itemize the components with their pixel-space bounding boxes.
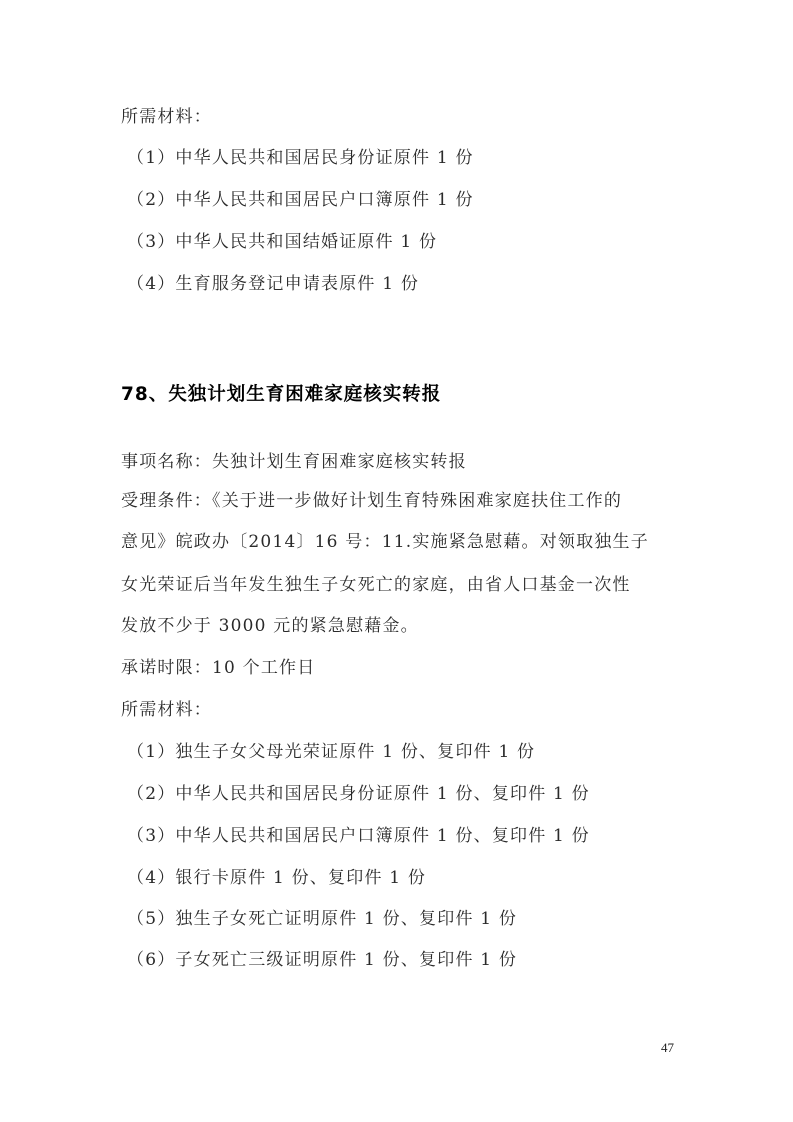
list-item: （2）中华人民共和国居民户口簿原件 1 份 <box>127 190 474 210</box>
list-item: （5）独生子女死亡证明原件 1 份、复印件 1 份 <box>127 909 518 929</box>
conditions-line: 受理条件：《关于进一步做好计划生育特殊困难家庭扶住工作的 <box>121 491 623 511</box>
page-number: 47 <box>661 1040 674 1055</box>
list-item: （4）银行卡原件 1 份、复印件 1 份 <box>127 868 427 888</box>
materials-label: 所需材料： <box>121 700 212 720</box>
list-item: （1）独生子女父母光荣证原件 1 份、复印件 1 份 <box>127 742 536 762</box>
list-item: （3）中华人民共和国结婚证原件 1 份 <box>127 232 438 252</box>
time-limit: 承诺时限：10 个工作日 <box>121 658 316 678</box>
list-item: （1）中华人民共和国居民身份证原件 1 份 <box>127 148 474 168</box>
conditions-line: 意见》皖政办〔2014〕16 号：11.实施紧急慰藉。对领取独生子 <box>121 532 649 552</box>
list-item: （2）中华人民共和国居民身份证原件 1 份、复印件 1 份 <box>127 784 590 804</box>
conditions-line: 女光荣证后当年发生独生子女死亡的家庭，由省人口基金一次性 <box>121 575 631 595</box>
section-heading: 78、失独计划生育困难家庭核实转报 <box>121 384 442 405</box>
item-name: 事项名称：失独计划生育困难家庭核实转报 <box>121 452 467 472</box>
conditions-line: 发放不少于 3000 元的紧急慰藉金。 <box>121 616 419 636</box>
list-item: （4）生育服务登记申请表原件 1 份 <box>127 274 420 294</box>
list-item: （3）中华人民共和国居民户口簿原件 1 份、复印件 1 份 <box>127 826 590 846</box>
materials-label-top: 所需材料： <box>121 107 212 127</box>
list-item: （6）子女死亡三级证明原件 1 份、复印件 1 份 <box>127 950 518 970</box>
